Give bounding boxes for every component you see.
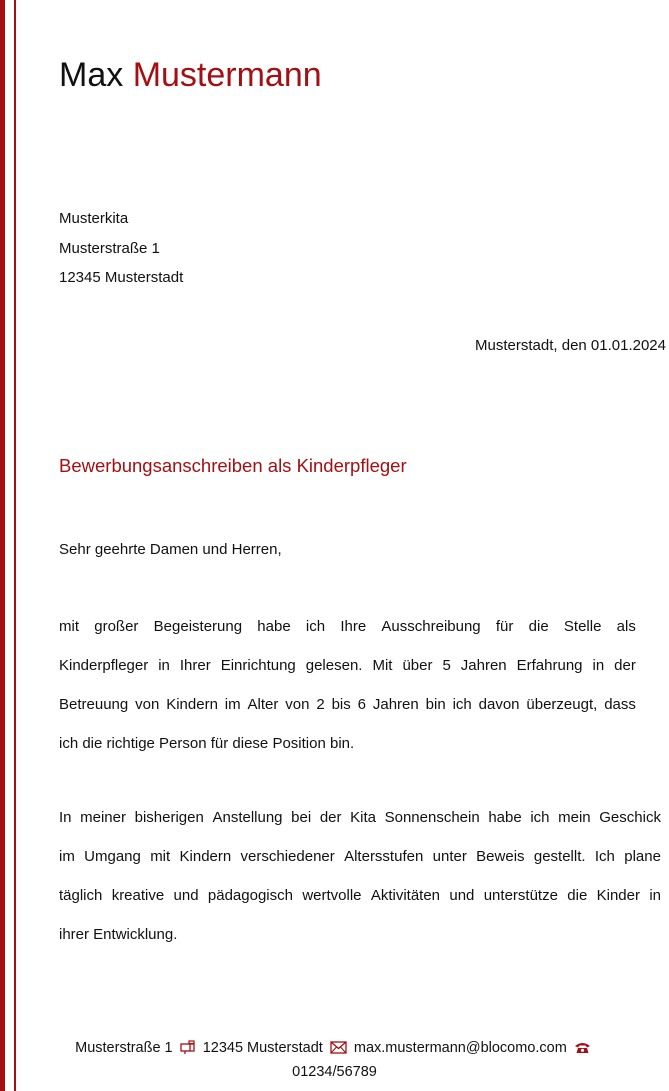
word: im	[224, 696, 241, 714]
word: überzeugt,	[526, 696, 598, 714]
word: 5	[442, 657, 451, 675]
word: mit	[150, 848, 171, 866]
word: Mit	[372, 657, 393, 675]
footer-city: 12345 Musterstadt	[202, 1040, 323, 1056]
word: die	[528, 618, 549, 635]
word: der	[614, 657, 636, 675]
word: über	[402, 657, 433, 675]
paragraph-line: ich die richtige Person für diese Position bin.	[59, 735, 355, 753]
word: ich	[530, 809, 550, 826]
word: bis	[331, 696, 351, 714]
word: mein	[558, 809, 591, 826]
word: bei	[291, 809, 312, 826]
footer-line-phone	[0, 1062, 669, 1086]
footer-line-address	[0, 1038, 669, 1062]
word: für	[495, 618, 514, 635]
word: wertvolle	[302, 887, 362, 905]
body-paragraph-2	[59, 807, 661, 963]
left-accent-bar-thick	[0, 0, 5, 1091]
word: davon	[478, 696, 520, 714]
word: In	[59, 809, 72, 826]
word: Aktivitäten	[370, 887, 441, 905]
word: Anstellung	[212, 809, 283, 826]
word: in	[592, 657, 605, 675]
word: verschiedener	[240, 848, 335, 866]
word: bisherigen	[134, 809, 204, 826]
word: Geschick	[599, 809, 661, 826]
sender-last-name: Mustermann	[132, 56, 322, 94]
paragraph-line	[59, 694, 636, 733]
word: Sonnenschein	[384, 809, 480, 826]
word: die	[567, 887, 588, 905]
word: kreative	[111, 887, 165, 905]
mailbox-icon	[180, 1040, 196, 1054]
word: Altersstufen	[344, 848, 424, 866]
sender-first-name: Max	[59, 56, 124, 94]
paragraph-line	[59, 655, 636, 694]
paragraph-line	[59, 885, 661, 924]
word: mit	[59, 618, 79, 635]
word: Begeisterung	[153, 618, 243, 635]
word: Beweis	[476, 848, 525, 866]
word: habe	[488, 809, 522, 826]
word: Erfahrung	[516, 657, 583, 675]
word: dass	[604, 696, 636, 714]
phone-icon	[574, 1041, 591, 1054]
word: pädagogisch	[207, 887, 293, 905]
word: von	[135, 696, 160, 714]
word: Ihrer	[179, 657, 211, 675]
recipient-line: 12345 Musterstadt	[59, 269, 184, 286]
word: der	[319, 809, 342, 826]
word: Stelle	[563, 618, 602, 635]
recipient-line: Musterstraße 1	[59, 239, 160, 257]
word: 6	[357, 696, 366, 714]
word: großer	[94, 618, 139, 635]
letter-salutation: Sehr geehrte Damen und Herren,	[59, 541, 282, 558]
word: Alter	[247, 696, 279, 714]
envelope-icon	[330, 1041, 347, 1054]
word: täglich	[59, 887, 103, 905]
paragraph-line	[59, 807, 661, 846]
body-paragraph-1	[59, 616, 636, 772]
word: Kindern	[166, 696, 218, 714]
word: bin	[425, 696, 446, 714]
word: Betreuung	[59, 696, 129, 714]
word: unter	[432, 848, 467, 866]
word: im	[59, 848, 75, 866]
word: ich	[452, 696, 472, 714]
word: Jahren	[460, 657, 507, 675]
word: in	[158, 657, 170, 675]
paragraph-line	[59, 846, 661, 885]
word: gestellt.	[533, 848, 586, 866]
word: Jahren	[372, 696, 419, 714]
word: als	[616, 618, 636, 635]
word: ich	[305, 618, 326, 635]
word: Einrichtung	[220, 657, 296, 675]
footer-email[interactable]: max.mustermann@blocomo.com	[353, 1040, 567, 1056]
word: gelesen.	[305, 657, 363, 675]
word: meiner	[80, 809, 126, 826]
word: von	[285, 696, 310, 714]
letter-date: Musterstadt, den 01.01.2024	[475, 337, 666, 354]
footer-street: Musterstraße 1	[75, 1040, 173, 1056]
word: Ich	[594, 848, 615, 866]
word: und	[173, 887, 199, 905]
word: und	[449, 887, 475, 905]
word: Kinder	[596, 887, 640, 905]
sender-name	[59, 55, 322, 95]
word: Kita	[350, 809, 376, 826]
word: Ihre	[340, 618, 367, 635]
word: Kindern	[179, 848, 232, 866]
footer-contact	[0, 1038, 669, 1086]
word: Kinderpfleger	[59, 657, 149, 675]
word: plane	[624, 848, 661, 866]
word: 2	[316, 696, 325, 714]
paragraph-line: ihrer Entwicklung.	[59, 926, 178, 944]
word: Umgang	[84, 848, 141, 866]
paragraph-line	[59, 616, 636, 655]
recipient-address	[59, 208, 183, 297]
left-accent-bar-thin	[14, 0, 16, 1091]
footer-phone: 01234/56789	[292, 1064, 377, 1080]
word: Ausschreibung	[381, 618, 481, 635]
word: unterstütze	[483, 887, 558, 905]
word: in	[649, 887, 661, 905]
word: habe	[257, 618, 291, 635]
recipient-line: Musterkita	[59, 210, 129, 227]
letter-subject: Bewerbungsanschreiben als Kinderpfleger	[59, 455, 407, 476]
